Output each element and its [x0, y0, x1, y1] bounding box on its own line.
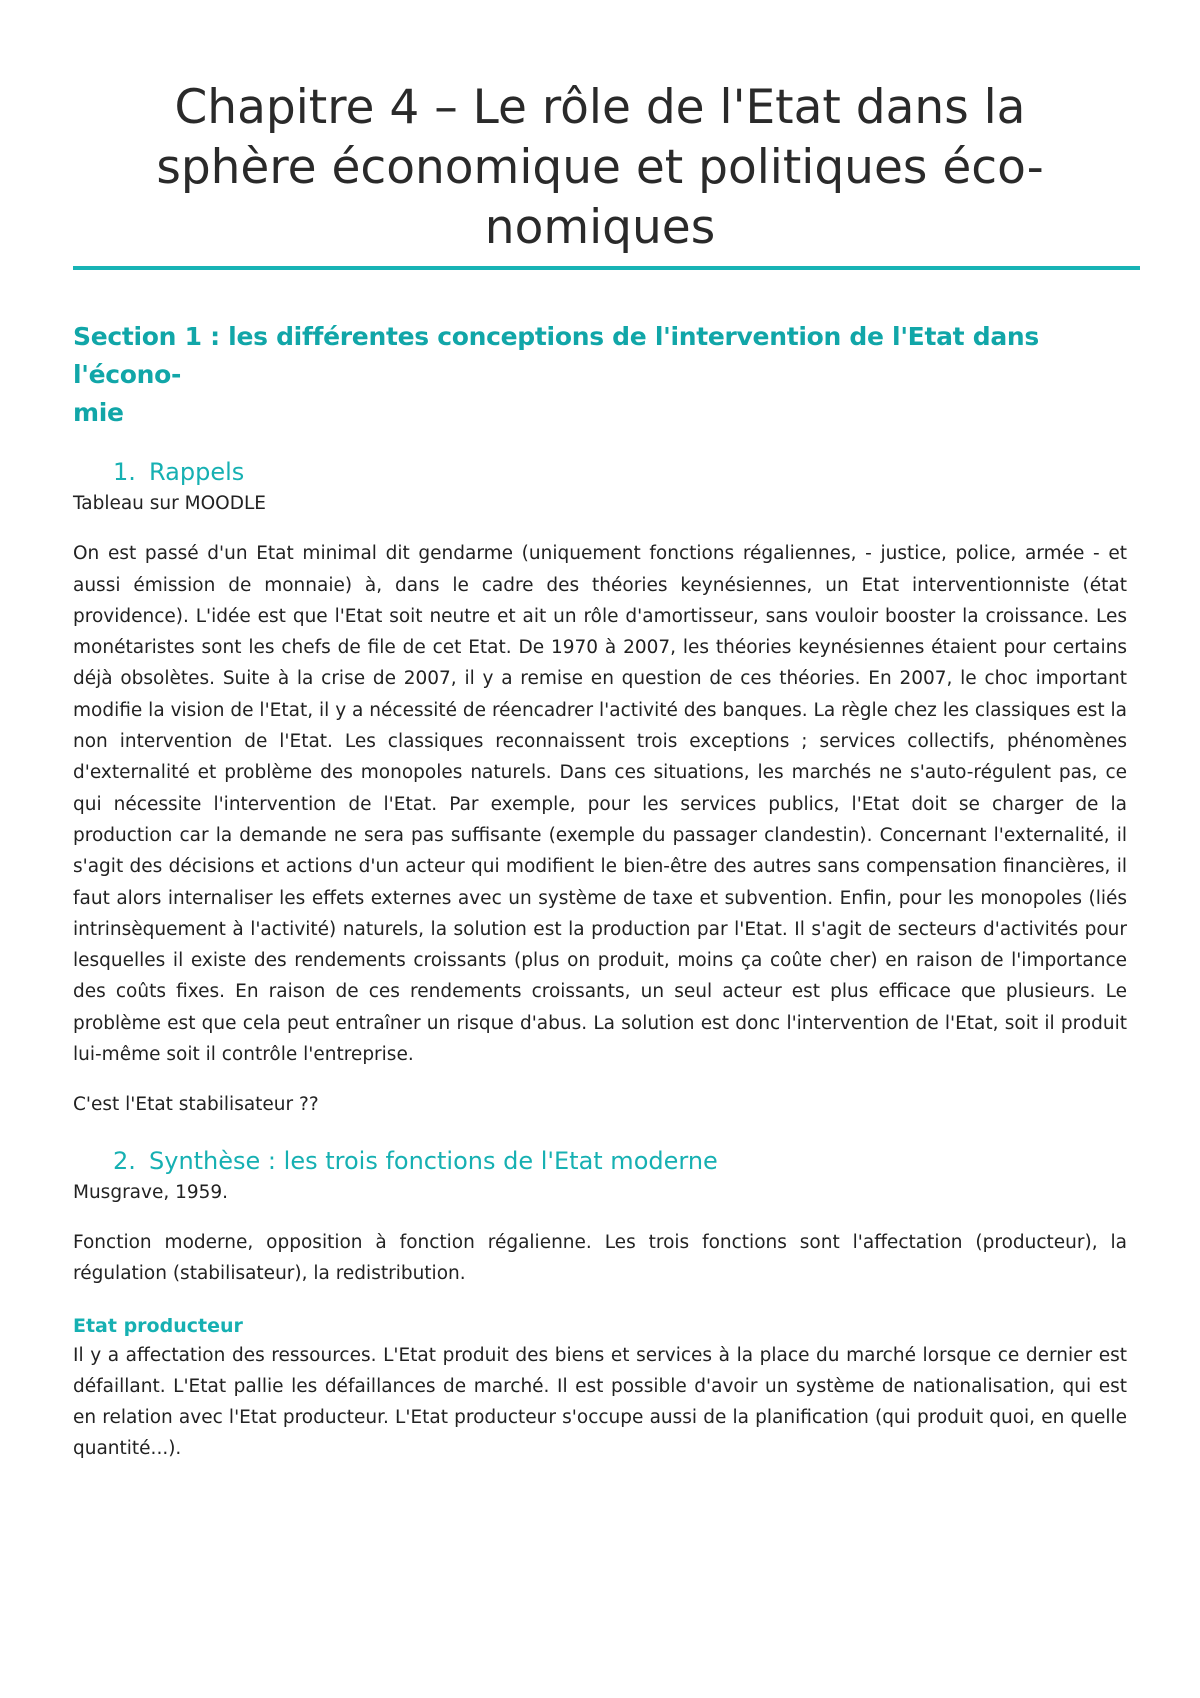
synthese-reference: Musgrave, 1959.	[73, 1181, 229, 1203]
heading-rappels	[113, 456, 1127, 488]
heading-synthese-number: 2.	[113, 1146, 136, 1175]
synthese-paragraph: Fonction moderne, opposition à fonction régalienne. Les trois fonctions sont l'affectation (producteur), la régulation (stabilisateur), la redistribution.	[73, 1231, 1127, 1285]
etat-producteur-paragraph: Il y a affectation des ressources. L'Etat produit des biens et services à la place du marché lorsque ce dernier est défaillant. L'Etat pallie les défaillances de marché. Il est possible d'avoir un système de nationalisation, qui est en relation avec l'Etat producteur. L'Etat producteur s'occupe aussi de la planification (qui produit quoi, en quelle quantité...).	[73, 1344, 1127, 1460]
chapter-title-line-1: Chapitre 4 – Le rôle de l'Etat dans la	[174, 80, 1026, 135]
heading-synthese	[113, 1145, 1127, 1177]
heading-synthese-text: Synthèse : les trois fonctions de l'Etat moderne	[149, 1146, 718, 1175]
section-1-title	[73, 318, 1127, 432]
rappels-question: C'est l'Etat stabilisateur ??	[73, 1094, 319, 1116]
section-1-title-line-2: mie	[73, 398, 124, 427]
rappels-paragraph: On est passé d'un Etat minimal dit gendarme (uniquement fonctions régaliennes, - justice, police, armée - et aussi émission de monnaie) à, dans le cadre des théories keynésiennes, un Etat interventionniste (état providence). L'idée est que l'Etat soit neutre et ait un rôle d'amortisseur, sans vouloir booster la croissance. Les monétaristes sont les chefs de file de cet Etat. De 1970 à 2007, les théories keynésiennes étaient pour certains déjà obsolètes. Suite à la crise de 2007, il y a remise en question de ces théories. En 2007, le choc important modifie la vision de l'Etat, il y a nécessité de réencadrer l'activité des banques. La règle chez les classiques est la non intervention de l'Etat. Les classiques reconnaissent trois exceptions ; services collectifs, phénomènes d'externalité et problème des monopoles naturels. Dans ces situations, les marchés ne s'auto-régulent pas, ce qui nécessite l'intervention de l'Etat. Par exemple, pour les services publics, l'Etat doit se charger de la production car la demande ne sera pas suffisante (exemple du passager clandestin). Concernant l'externalité, il s'agit des décisions et actions d'un acteur qui modifient le bien-être des autres sans compensation financières, il faut alors internaliser les effets externes avec un système de taxe et subvention. Enfin, pour les monopoles (liés intrinsèquement à l'activité) naturels, la solution est la production par l'Etat. Il s'agit de secteurs d'activités pour lesquelles il existe des rendements croissants (plus on produit, moins ça coûte cher) en raison de l'importance des coûts fixes. En raison de ces rendements croissants, un seul acteur est plus efficace que plusieurs. Le problème est que cela peut entraîner un risque d'abus. La solution est donc l'intervention de l'Etat, soit il produit lui-même soit il contrôle l'entreprise.	[73, 543, 1127, 1066]
section-1-title-line-1: Section 1 : les différentes conceptions de l'intervention de l'Etat dans l'écono-	[73, 322, 1039, 389]
heading-rappels-text: Rappels	[149, 458, 245, 486]
heading-rappels-number: 1.	[113, 458, 136, 486]
chapter-title-line-2: sphère économique et politiques éco-	[156, 140, 1044, 195]
rappels-intro: Tableau sur MOODLE	[73, 493, 266, 514]
title-underline	[73, 266, 1140, 270]
chapter-title-line-3: nomiques	[484, 200, 716, 255]
heading-etat-producteur: Etat producteur	[73, 1314, 243, 1337]
chapter-title	[73, 78, 1127, 258]
